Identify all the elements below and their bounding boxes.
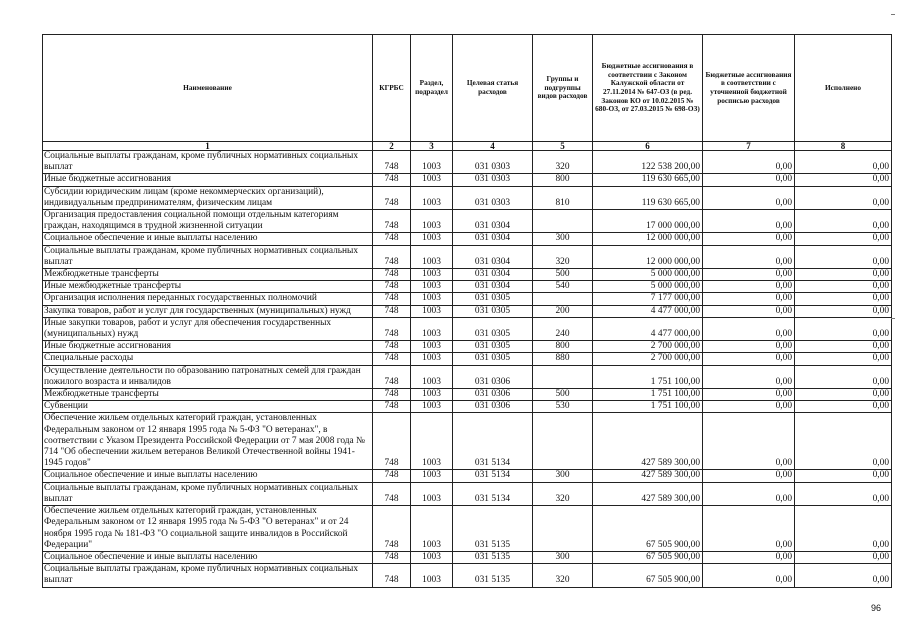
row-budget-schedule: 0,00	[703, 151, 795, 174]
row-target-article: 031 0305	[453, 293, 533, 305]
row-target-article: 031 0304	[453, 281, 533, 293]
row-budget-law: 67 505 900,00	[593, 564, 703, 587]
row-name: Обеспечение жильем отдельных категорий граждан, установленных Федеральным законом от 12 января 1995 года № 5-ФЗ "О ветеранах" и от 24 ноября 1995 года № 181-ФЗ "О социальной защите инвалидов в Российской Федерации"	[43, 506, 373, 552]
row-budget-schedule: 0,00	[703, 353, 795, 365]
row-expense-group: 300	[533, 233, 593, 245]
row-kgrbs: 748	[373, 210, 411, 233]
row-kgrbs: 748	[373, 151, 411, 174]
row-budget-schedule: 0,00	[703, 506, 795, 552]
row-executed: 0,00	[795, 293, 892, 305]
row-name: Социальные выплаты гражданам, кроме публичных нормативных социальных выплат	[43, 482, 373, 505]
page-number: 96	[870, 603, 881, 613]
row-budget-schedule: 0,00	[703, 341, 795, 353]
row-budget-schedule: 0,00	[703, 293, 795, 305]
row-budget-schedule: 0,00	[703, 245, 795, 268]
row-budget-law: 67 505 900,00	[593, 506, 703, 552]
row-target-article: 031 0306	[453, 389, 533, 401]
row-target-article: 031 5134	[453, 413, 533, 470]
row-expense-group	[533, 293, 593, 305]
table-row	[43, 293, 892, 305]
row-name: Организация исполнения переданных государственных полномочий	[43, 293, 373, 305]
row-budget-law: 427 589 300,00	[593, 413, 703, 470]
row-executed: 0,00	[795, 401, 892, 413]
row-expense-group: 320	[533, 564, 593, 587]
table-row	[43, 389, 892, 401]
budget-table	[42, 34, 892, 588]
row-executed: 0,00	[795, 233, 892, 245]
row-razdel: 1003	[411, 174, 453, 186]
row-budget-law: 427 589 300,00	[593, 470, 703, 482]
table-body	[43, 151, 892, 588]
row-razdel: 1003	[411, 470, 453, 482]
row-kgrbs: 748	[373, 389, 411, 401]
row-expense-group	[533, 413, 593, 470]
row-executed: 0,00	[795, 470, 892, 482]
column-number: 8	[795, 142, 892, 151]
row-budget-law: 17 000 000,00	[593, 210, 703, 233]
row-executed: 0,00	[795, 564, 892, 587]
row-target-article: 031 0305	[453, 353, 533, 365]
table-row	[43, 482, 892, 505]
row-razdel: 1003	[411, 210, 453, 233]
row-executed: 0,00	[795, 365, 892, 388]
table-row	[43, 413, 892, 470]
row-executed: 0,00	[795, 551, 892, 563]
row-razdel: 1003	[411, 551, 453, 563]
row-target-article: 031 5135	[453, 506, 533, 552]
row-budget-schedule: 0,00	[703, 281, 795, 293]
table-row	[43, 401, 892, 413]
row-name: Социальные выплаты гражданам, кроме публичных нормативных социальных выплат	[43, 151, 373, 174]
row-name: Социальные выплаты гражданам, кроме публичных нормативных социальных выплат	[43, 564, 373, 587]
row-name: Организация предоставления социальной помощи отдельным категориям граждан, находящимся в трудной жизненной ситуации	[43, 210, 373, 233]
row-expense-group: 880	[533, 353, 593, 365]
row-budget-schedule: 0,00	[703, 389, 795, 401]
row-kgrbs: 748	[373, 281, 411, 293]
row-budget-schedule: 0,00	[703, 365, 795, 388]
row-budget-law: 5 000 000,00	[593, 269, 703, 281]
row-executed: 0,00	[795, 186, 892, 209]
row-name: Специальные расходы	[43, 353, 373, 365]
row-razdel: 1003	[411, 353, 453, 365]
row-expense-group: 500	[533, 389, 593, 401]
table-row	[43, 365, 892, 388]
row-executed: 0,00	[795, 174, 892, 186]
row-budget-schedule: 0,00	[703, 269, 795, 281]
row-razdel: 1003	[411, 281, 453, 293]
budget-report-sheet	[42, 34, 891, 588]
row-name: Обеспечение жильем отдельных категорий граждан, установленных Федеральным законом от 12 января 1995 года № 5-ФЗ "О ветеранах", в соответствии с Указом Президента Российской Федерации от 7 мая 2008 года № 714 "Об обеспечении жильем ветеранов Великой Отечественной войны 1941-1945 годов"	[43, 413, 373, 470]
row-name: Иные закупки товаров, работ и услуг для обеспечения государственных (муниципальных) нужд	[43, 317, 373, 340]
row-target-article: 031 5134	[453, 470, 533, 482]
table-row	[43, 210, 892, 233]
row-expense-group: 800	[533, 174, 593, 186]
row-budget-law: 2 700 000,00	[593, 353, 703, 365]
row-budget-schedule: 0,00	[703, 305, 795, 317]
row-kgrbs: 748	[373, 401, 411, 413]
row-name: Осуществление деятельности по образованию патронатных семей для граждан пожилого возраста и инвалидов	[43, 365, 373, 388]
row-expense-group: 200	[533, 305, 593, 317]
row-budget-law: 12 000 000,00	[593, 233, 703, 245]
row-executed: 0,00	[795, 389, 892, 401]
row-kgrbs: 748	[373, 365, 411, 388]
table-row	[43, 305, 892, 317]
table-row	[43, 506, 892, 552]
row-target-article: 031 0303	[453, 174, 533, 186]
row-budget-schedule: 0,00	[703, 186, 795, 209]
row-budget-law: 67 505 900,00	[593, 551, 703, 563]
row-expense-group: 540	[533, 281, 593, 293]
header-kgrbs: КГРБС	[373, 35, 411, 142]
row-target-article: 031 0305	[453, 341, 533, 353]
table-row	[43, 341, 892, 353]
row-razdel: 1003	[411, 506, 453, 552]
row-razdel: 1003	[411, 413, 453, 470]
row-budget-law: 1 751 100,00	[593, 389, 703, 401]
row-target-article: 031 0304	[453, 210, 533, 233]
row-expense-group: 320	[533, 482, 593, 505]
table-row	[43, 186, 892, 209]
row-kgrbs: 748	[373, 506, 411, 552]
row-razdel: 1003	[411, 186, 453, 209]
row-expense-group: 530	[533, 401, 593, 413]
row-executed: 0,00	[795, 506, 892, 552]
row-target-article: 031 5134	[453, 482, 533, 505]
header-budget-law: Бюджетные ассигнования в соответствии с Законом Калужской области от 27.11.2014 № 647-ОЗ (в ред. Законов КО от 10.02.2015 № 680-ОЗ, от 27.03.2015 № 698-ОЗ)	[593, 35, 703, 142]
header-razdel: Раздел, подраздел	[411, 35, 453, 142]
row-expense-group: 810	[533, 186, 593, 209]
table-row	[43, 151, 892, 174]
row-target-article: 031 0304	[453, 233, 533, 245]
column-number: 1	[43, 142, 373, 151]
row-budget-law: 1 751 100,00	[593, 401, 703, 413]
header-name: Наименование	[43, 35, 373, 142]
row-name: Социальные выплаты гражданам, кроме публичных нормативных социальных выплат	[43, 245, 373, 268]
header-target-article: Целевая статья расходов	[453, 35, 533, 142]
row-name: Иные бюджетные ассигнования	[43, 341, 373, 353]
row-budget-schedule: 0,00	[703, 210, 795, 233]
header-executed: Исполнено	[795, 35, 892, 142]
row-razdel: 1003	[411, 269, 453, 281]
row-kgrbs: 748	[373, 564, 411, 587]
row-name: Субвенции	[43, 401, 373, 413]
row-name: Социальное обеспечение и иные выплаты населению	[43, 551, 373, 563]
row-razdel: 1003	[411, 305, 453, 317]
table-row	[43, 281, 892, 293]
row-executed: 0,00	[795, 305, 892, 317]
row-name: Межбюджетные трансферты	[43, 389, 373, 401]
row-target-article: 031 0306	[453, 401, 533, 413]
row-expense-group	[533, 365, 593, 388]
row-budget-schedule: 0,00	[703, 551, 795, 563]
row-name: Межбюджетные трансферты	[43, 269, 373, 281]
row-expense-group	[533, 506, 593, 552]
row-budget-schedule: 0,00	[703, 233, 795, 245]
row-executed: 0,00	[795, 245, 892, 268]
row-executed: 0,00	[795, 482, 892, 505]
column-number: 2	[373, 142, 411, 151]
table-row	[43, 353, 892, 365]
row-target-article: 031 0303	[453, 186, 533, 209]
row-razdel: 1003	[411, 389, 453, 401]
header-expense-groups: Группы и подгруппы видов расходов	[533, 35, 593, 142]
row-name: Закупка товаров, работ и услуг для государственных (муниципальных) нужд	[43, 305, 373, 317]
column-number: 7	[703, 142, 795, 151]
row-budget-schedule: 0,00	[703, 470, 795, 482]
row-name: Иные межбюджетные трансферты	[43, 281, 373, 293]
row-razdel: 1003	[411, 341, 453, 353]
row-executed: 0,00	[795, 413, 892, 470]
row-budget-schedule: 0,00	[703, 317, 795, 340]
table-row	[43, 317, 892, 340]
row-kgrbs: 748	[373, 317, 411, 340]
row-razdel: 1003	[411, 401, 453, 413]
row-budget-schedule: 0,00	[703, 564, 795, 587]
header-row	[43, 35, 892, 142]
row-expense-group: 320	[533, 245, 593, 268]
table-row	[43, 245, 892, 268]
row-razdel: 1003	[411, 564, 453, 587]
row-razdel: 1003	[411, 365, 453, 388]
row-budget-schedule: 0,00	[703, 174, 795, 186]
row-budget-law: 122 538 200,00	[593, 151, 703, 174]
row-target-article: 031 0306	[453, 365, 533, 388]
row-target-article: 031 5135	[453, 551, 533, 563]
row-kgrbs: 748	[373, 341, 411, 353]
scan-edge-mark	[891, 14, 895, 15]
row-executed: 0,00	[795, 210, 892, 233]
row-expense-group: 500	[533, 269, 593, 281]
row-budget-schedule: 0,00	[703, 482, 795, 505]
column-number: 5	[533, 142, 593, 151]
row-budget-law: 5 000 000,00	[593, 281, 703, 293]
header-budget-schedule: Бюджетные ассигнования в соответствии с уточненной бюджетной росписью расходов	[703, 35, 795, 142]
row-expense-group: 320	[533, 151, 593, 174]
row-budget-law: 7 177 000,00	[593, 293, 703, 305]
row-expense-group: 300	[533, 470, 593, 482]
row-expense-group: 800	[533, 341, 593, 353]
row-razdel: 1003	[411, 233, 453, 245]
row-name: Иные бюджетные ассигнования	[43, 174, 373, 186]
row-kgrbs: 748	[373, 353, 411, 365]
row-budget-schedule: 0,00	[703, 401, 795, 413]
row-budget-law: 2 700 000,00	[593, 341, 703, 353]
row-razdel: 1003	[411, 317, 453, 340]
row-kgrbs: 748	[373, 305, 411, 317]
row-kgrbs: 748	[373, 174, 411, 186]
column-number: 4	[453, 142, 533, 151]
row-executed: 0,00	[795, 341, 892, 353]
row-kgrbs: 748	[373, 186, 411, 209]
row-name: Социальное обеспечение и иные выплаты населению	[43, 470, 373, 482]
row-name: Социальное обеспечение и иные выплаты населению	[43, 233, 373, 245]
row-expense-group	[533, 210, 593, 233]
row-kgrbs: 748	[373, 413, 411, 470]
row-kgrbs: 748	[373, 482, 411, 505]
row-kgrbs: 748	[373, 245, 411, 268]
table-row	[43, 233, 892, 245]
row-executed: 0,00	[795, 317, 892, 340]
row-budget-law: 4 477 000,00	[593, 305, 703, 317]
row-kgrbs: 748	[373, 293, 411, 305]
row-expense-group: 240	[533, 317, 593, 340]
row-budget-law: 119 630 665,00	[593, 186, 703, 209]
row-kgrbs: 748	[373, 233, 411, 245]
row-executed: 0,00	[795, 353, 892, 365]
row-target-article: 031 0305	[453, 305, 533, 317]
column-number-row	[43, 142, 892, 151]
row-razdel: 1003	[411, 482, 453, 505]
row-kgrbs: 748	[373, 470, 411, 482]
row-budget-law: 427 589 300,00	[593, 482, 703, 505]
table-row	[43, 269, 892, 281]
column-number: 3	[411, 142, 453, 151]
table-row	[43, 470, 892, 482]
table-row	[43, 174, 892, 186]
row-kgrbs: 748	[373, 551, 411, 563]
row-budget-schedule: 0,00	[703, 413, 795, 470]
row-expense-group: 300	[533, 551, 593, 563]
scan-edge-mark	[891, 318, 895, 319]
row-executed: 0,00	[795, 269, 892, 281]
row-target-article: 031 0304	[453, 269, 533, 281]
row-target-article: 031 5135	[453, 564, 533, 587]
row-executed: 0,00	[795, 281, 892, 293]
row-target-article: 031 0303	[453, 151, 533, 174]
row-budget-law: 4 477 000,00	[593, 317, 703, 340]
row-budget-law: 119 630 665,00	[593, 174, 703, 186]
row-budget-law: 12 000 000,00	[593, 245, 703, 268]
row-name: Субсидии юридическим лицам (кроме некоммерческих организаций), индивидуальным предпринимателям, физическим лицам	[43, 186, 373, 209]
row-executed: 0,00	[795, 151, 892, 174]
row-razdel: 1003	[411, 245, 453, 268]
row-razdel: 1003	[411, 293, 453, 305]
row-kgrbs: 748	[373, 269, 411, 281]
row-razdel: 1003	[411, 151, 453, 174]
row-budget-law: 1 751 100,00	[593, 365, 703, 388]
row-target-article: 031 0305	[453, 317, 533, 340]
row-target-article: 031 0304	[453, 245, 533, 268]
table-row	[43, 564, 892, 587]
table-row	[43, 551, 892, 563]
column-number: 6	[593, 142, 703, 151]
